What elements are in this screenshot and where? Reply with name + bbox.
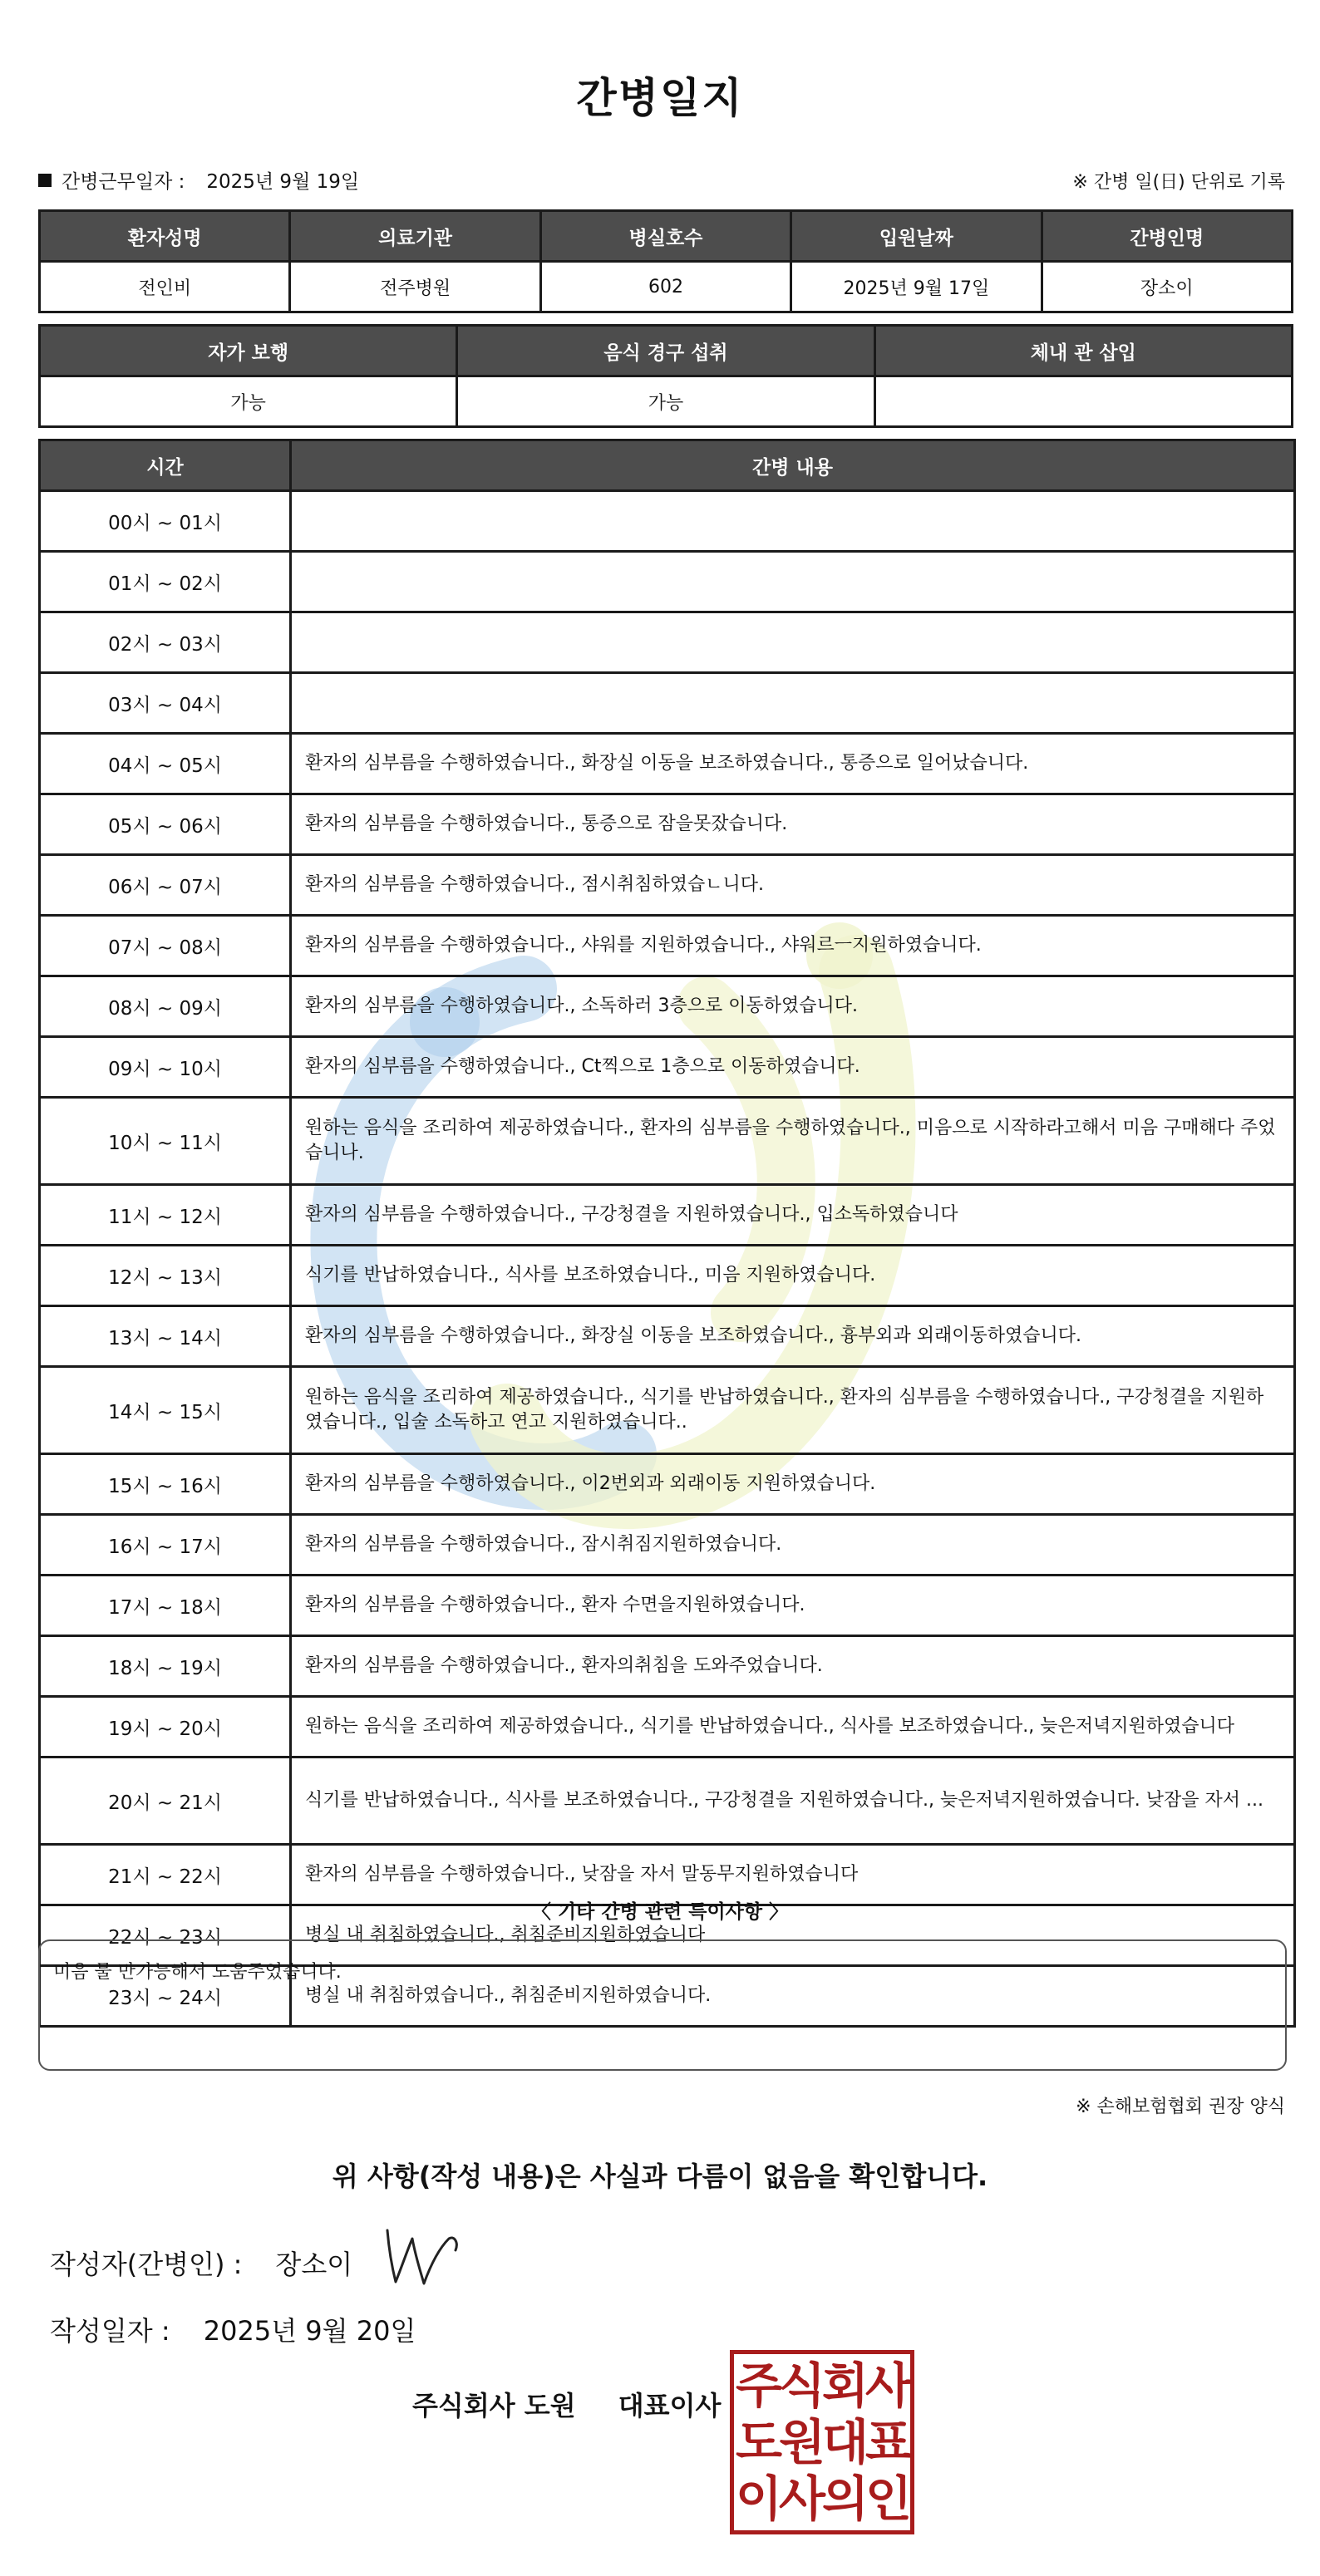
confirmation-statement: 위 사항(작성 내용)은 사실과 다름이 없음을 확인합니다.	[332, 2161, 988, 2192]
care-content: 환자의 심부름을 수행하였습니다., 구강청결을 지원하였습니다., 입소독하였습니다	[291, 1185, 1295, 1246]
time-slot: 21시 ~ 22시	[40, 1845, 291, 1905]
time-slot: 18시 ~ 19시	[40, 1636, 291, 1697]
header-admission-date: 입원날짜	[791, 211, 1042, 262]
header-time: 시간	[40, 440, 291, 491]
table-row	[40, 976, 1295, 1037]
table-row	[40, 552, 1295, 612]
room-number: 602	[540, 262, 791, 312]
company-seal-stamp	[730, 2350, 914, 2534]
time-slot: 16시 ~ 17시	[40, 1515, 291, 1576]
time-slot: 02시 ~ 03시	[40, 612, 291, 673]
care-content	[291, 491, 1295, 552]
care-content: 원하는 음식을 조리하여 제공하였습니다., 환자의 심부름을 수행하였습니다., 미음으로 시작하라고해서 미음 구매해다 주었습니나.	[291, 1098, 1295, 1185]
time-slot: 10시 ~ 11시	[40, 1098, 291, 1185]
time-slot: 04시 ~ 05시	[40, 734, 291, 794]
table-row	[40, 855, 1295, 916]
company-name: 주식회사 도원	[412, 2390, 576, 2421]
self-walking-value: 가능	[40, 376, 457, 427]
table-row	[40, 491, 1295, 552]
admission-date: 2025년 9월 17일	[791, 262, 1042, 312]
table-row	[40, 1636, 1295, 1697]
care-content: 원하는 음식을 조리하여 제공하였습니다., 식기를 반납하였습니다., 식사를 보조하였습니다., 늦은저녁지원하였습니다	[291, 1697, 1295, 1757]
unit-note: ※ 간병 일(日) 단위로 기록	[1072, 172, 1285, 193]
table-row	[40, 1306, 1295, 1367]
time-slot: 14시 ~ 15시	[40, 1367, 291, 1454]
table-row	[40, 794, 1295, 855]
seal-line-1: 주식회사	[735, 2357, 909, 2414]
care-log-table	[38, 439, 1296, 2028]
time-slot: 08시 ~ 09시	[40, 976, 291, 1037]
work-date-label: 간병근무일자 :	[62, 171, 185, 193]
writer-label: 작성자(간병인) :	[50, 2249, 243, 2280]
write-date-value: 2025년 9월 20일	[203, 2315, 416, 2347]
table-row	[40, 1037, 1295, 1098]
care-content	[291, 612, 1295, 673]
tube-insertion-value	[874, 376, 1292, 427]
time-slot: 19시 ~ 20시	[40, 1697, 291, 1757]
notes-text: 미음 물 만가능해서 도움주었습니다.	[53, 1962, 342, 1983]
header-caregiver-name: 간병인명	[1042, 211, 1292, 262]
writer-name: 장소이	[275, 2249, 353, 2280]
time-slot: 05시 ~ 06시	[40, 794, 291, 855]
table-row	[40, 673, 1295, 734]
page-title: 간병일지	[576, 74, 744, 122]
time-slot: 01시 ~ 02시	[40, 552, 291, 612]
care-content: 원하는 음식을 조리하여 제공하였습니다., 식기를 반납하였습니다., 환자의 심부름을 수행하였습니다., 구강청결을 지원하였습니다., 입술 소독하고 연고 지원하였습니다..	[291, 1367, 1295, 1454]
company-signature-line	[412, 2385, 721, 2423]
patient-status-table	[38, 324, 1293, 428]
care-content: 병실 내 취침하였습니다., 취침준비지원하였습니다.	[291, 1966, 1295, 2027]
seal-line-3: 이사의인	[735, 2470, 909, 2527]
table-row	[40, 1246, 1295, 1306]
care-content	[291, 552, 1295, 612]
care-content: 환자의 심부름을 수행하였습니다., 화장실 이동을 보조하였습니다., 통증으로 일어났습니다.	[291, 734, 1295, 794]
time-slot: 15시 ~ 16시	[40, 1454, 291, 1515]
header-care-content: 간병 내용	[291, 440, 1295, 491]
care-content: 식기를 반납하였습니다., 식사를 보조하였습니다., 미음 지원하였습니다.	[291, 1246, 1295, 1306]
work-date-value: 2025년 9월 19일	[206, 171, 360, 193]
care-content: 환자의 심부름을 수행하였습니다., 환자의취침을 도와주었습니다.	[291, 1636, 1295, 1697]
care-content: 환자의 심부름을 수행하였습니다., 이2번외과 외래이동 지원하였습니다.	[291, 1454, 1295, 1515]
table-row	[40, 734, 1295, 794]
time-slot: 03시 ~ 04시	[40, 673, 291, 734]
care-content: 환자의 심부름을 수행하였습니다., Ct찍으로 1층으로 이동하였습니다.	[291, 1037, 1295, 1098]
care-content: 식기를 반납하였습니다., 식사를 보조하였습니다., 구강청결을 지원하였습니다., 늦은저녁지원하였습니다. 낮잠을 자서 ...	[291, 1757, 1295, 1845]
work-date-row	[38, 166, 359, 194]
care-content: 환자의 심부름을 수행하였습니다., 화장실 이동을 보조하였습니다., 흉부외과 외래이동하였습니다.	[291, 1306, 1295, 1367]
table-row	[40, 612, 1295, 673]
header-oral-intake: 음식 경구 섭취	[457, 326, 874, 376]
writer-row	[50, 2244, 352, 2282]
header-tube-insertion: 체내 관 삽입	[874, 326, 1292, 376]
header-hospital: 의료기관	[290, 211, 540, 262]
care-content: 환자의 심부름을 수행하였습니다., 샤워를 지원하였습니다., 샤워르ㅡ지원하였습니다.	[291, 916, 1295, 976]
care-content: 환자의 심부름을 수행하였습니다., 통증으로 잠을못잤습니다.	[291, 794, 1295, 855]
time-slot: 09시 ~ 10시	[40, 1037, 291, 1098]
care-content: 환자의 심부름을 수행하였습니다., 소독하러 3층으로 이동하였습니다.	[291, 976, 1295, 1037]
table-row	[40, 916, 1295, 976]
table-row	[40, 1576, 1295, 1636]
handwritten-signature	[377, 2217, 485, 2292]
time-slot: 13시 ~ 14시	[40, 1306, 291, 1367]
care-content: 환자의 심부름을 수행하였습니다., 잠시취짐지원하였습니다.	[291, 1515, 1295, 1576]
care-content: 환자의 심부름을 수행하였습니다., 점시취침하였습ㄴ니다.	[291, 855, 1295, 916]
time-slot: 17시 ~ 18시	[40, 1576, 291, 1636]
oral-intake-value: 가능	[457, 376, 874, 427]
table-row	[40, 1515, 1295, 1576]
patient-name: 전인비	[40, 262, 290, 312]
table-row	[40, 1367, 1295, 1454]
table-row	[40, 1098, 1295, 1185]
table-row	[40, 1454, 1295, 1515]
time-slot: 12시 ~ 13시	[40, 1246, 291, 1306]
time-slot: 23시 ~ 24시	[40, 1966, 291, 2027]
standard-form-note: ※ 손해보험협회 권장 양식	[1076, 2097, 1285, 2117]
header-patient-name: 환자성명	[40, 211, 290, 262]
table-row	[40, 1185, 1295, 1246]
care-content: 환자의 심부름을 수행하였습니다., 낮잠을 자서 말동무지원하였습니다	[291, 1845, 1295, 1905]
write-date-label: 작성일자 :	[50, 2315, 170, 2347]
ceo-label: 대표이사	[618, 2390, 722, 2421]
seal-line-2: 도원대표	[735, 2414, 909, 2470]
table-row	[40, 1697, 1295, 1757]
header-room: 병실호수	[540, 211, 791, 262]
square-bullet-icon	[38, 174, 52, 187]
caregiver-name: 장소이	[1042, 262, 1292, 312]
care-content: 병실 내 취침하였습니다., 취침준비지원하였습니다	[291, 1905, 1295, 1966]
care-content: 환자의 심부름을 수행하였습니다., 환자 수면을지원하였습니다.	[291, 1576, 1295, 1636]
time-slot: 07시 ~ 08시	[40, 916, 291, 976]
time-slot: 22시 ~ 23시	[40, 1905, 291, 1966]
notes-title: 〈 기타 간병 관련 특이사항 〉	[531, 1901, 789, 1923]
write-date-row	[50, 2310, 416, 2348]
time-slot: 00시 ~ 01시	[40, 491, 291, 552]
hospital-name: 전주병원	[290, 262, 540, 312]
patient-info-table	[38, 209, 1293, 313]
time-slot: 20시 ~ 21시	[40, 1757, 291, 1845]
time-slot: 11시 ~ 12시	[40, 1185, 291, 1246]
table-row	[40, 1757, 1295, 1845]
notes-box	[38, 1939, 1287, 2071]
header-self-walking: 자가 보행	[40, 326, 457, 376]
care-log-rows	[40, 491, 1295, 2027]
care-content	[291, 673, 1295, 734]
time-slot: 06시 ~ 07시	[40, 855, 291, 916]
